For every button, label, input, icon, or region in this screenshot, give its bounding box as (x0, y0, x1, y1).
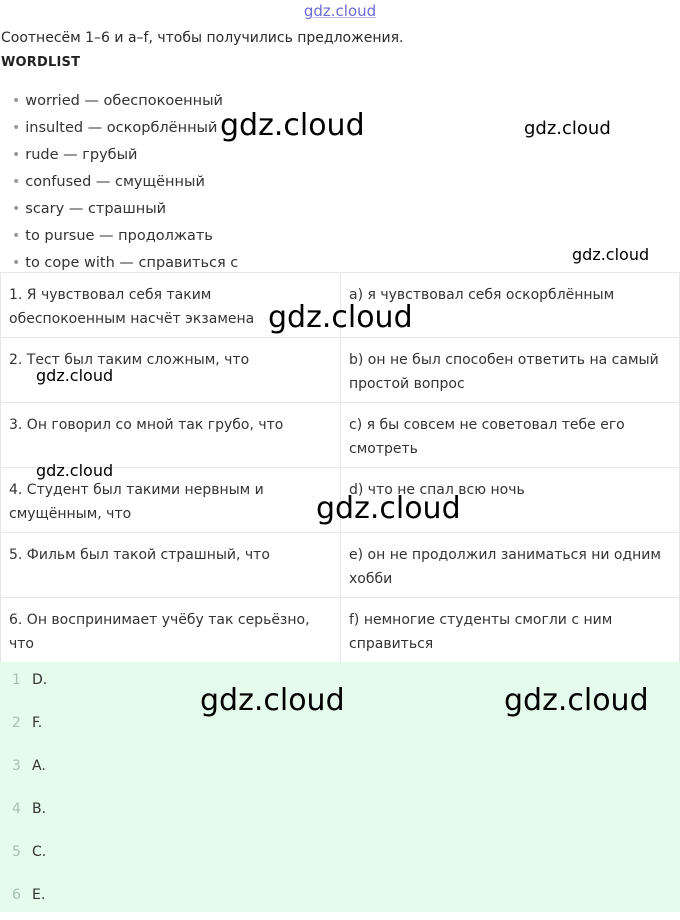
bullet-icon: • (12, 93, 21, 109)
sentence-end: c) я бы совсем не советовал тебе его смотреть (341, 403, 680, 468)
sentence-start: 4. Студент был такими нервным и смущённым, что (1, 468, 341, 533)
answer-item (0, 748, 680, 791)
answer-number: 5 (12, 844, 21, 860)
watermark: gdz.cloud (200, 683, 345, 718)
wordlist-item: • worried — обеспокоенный (12, 93, 223, 109)
sentence-end: e) он не продолжил заниматься ни одним хобби (341, 533, 680, 598)
site-watermark-header: gdz.cloud (303, 2, 377, 20)
watermark: gdz.cloud (220, 108, 365, 143)
sentence-end: a) я чувствовал себя оскорблённым (341, 273, 680, 338)
answer-number: 2 (12, 715, 21, 731)
task-instruction: Соотнесём 1–6 и a–f, чтобы получились предложения. (1, 30, 404, 46)
wordlist-item: • scary — страшный (12, 201, 167, 217)
watermark: gdz.cloud (504, 683, 649, 718)
answer-item (0, 877, 680, 920)
answer-value: E. (32, 887, 46, 903)
bullet-icon: • (12, 255, 21, 271)
wordlist-title: WORDLIST (1, 55, 81, 70)
answer-number: 6 (12, 887, 21, 903)
sentence-start: 1. Я чувствовал себя таким обеспокоенным насчёт экзамена (1, 273, 341, 338)
wordlist-item: • confused — смущённый (12, 174, 205, 190)
table-row (1, 403, 680, 468)
sentence-end: f) немногие студенты смогли с ним справиться (341, 598, 680, 663)
answer-number: 4 (12, 801, 21, 817)
answer-value: B. (32, 801, 47, 817)
wordlist (12, 90, 238, 279)
watermark: gdz.cloud (268, 300, 413, 335)
answer-item (0, 834, 680, 877)
answer-item (0, 791, 680, 834)
table-row (1, 598, 680, 663)
sentence-end: b) он не был способен ответить на самый простой вопрос (341, 338, 680, 403)
watermark: gdz.cloud (36, 461, 114, 480)
wordlist-item: • to pursue — продолжать (12, 228, 213, 244)
watermark: gdz.cloud (316, 491, 461, 526)
sentence-start: 5. Фильм был такой страшный, что (1, 533, 341, 598)
wordlist-item: • to cope with — справиться с (12, 255, 239, 271)
sentence-end: d) что не спал всю ночь (341, 468, 680, 533)
sentence-start: 2. Тест был таким сложным, что (1, 338, 341, 403)
watermark: gdz.cloud (572, 245, 650, 264)
bullet-icon: • (12, 147, 21, 163)
bullet-icon: • (12, 228, 21, 244)
bullet-icon: • (12, 174, 21, 190)
wordlist-item: • insulted — оскорблённый (12, 120, 218, 136)
answer-value: D. (32, 672, 48, 688)
answer-value: A. (32, 758, 46, 774)
watermark: gdz.cloud (36, 366, 114, 385)
answer-value: C. (32, 844, 47, 860)
watermark: gdz.cloud (524, 118, 611, 139)
answer-value: F. (32, 715, 43, 731)
table-row (1, 533, 680, 598)
sentence-start: 3. Он говорил со мной так грубо, что (1, 403, 341, 468)
bullet-icon: • (12, 120, 21, 136)
answer-number: 3 (12, 758, 21, 774)
bullet-icon: • (12, 201, 21, 217)
wordlist-item: • rude — грубый (12, 147, 138, 163)
sentence-start: 6. Он воспринимает учёбу так серьёзно, что (1, 598, 341, 663)
answer-number: 1 (12, 672, 21, 688)
